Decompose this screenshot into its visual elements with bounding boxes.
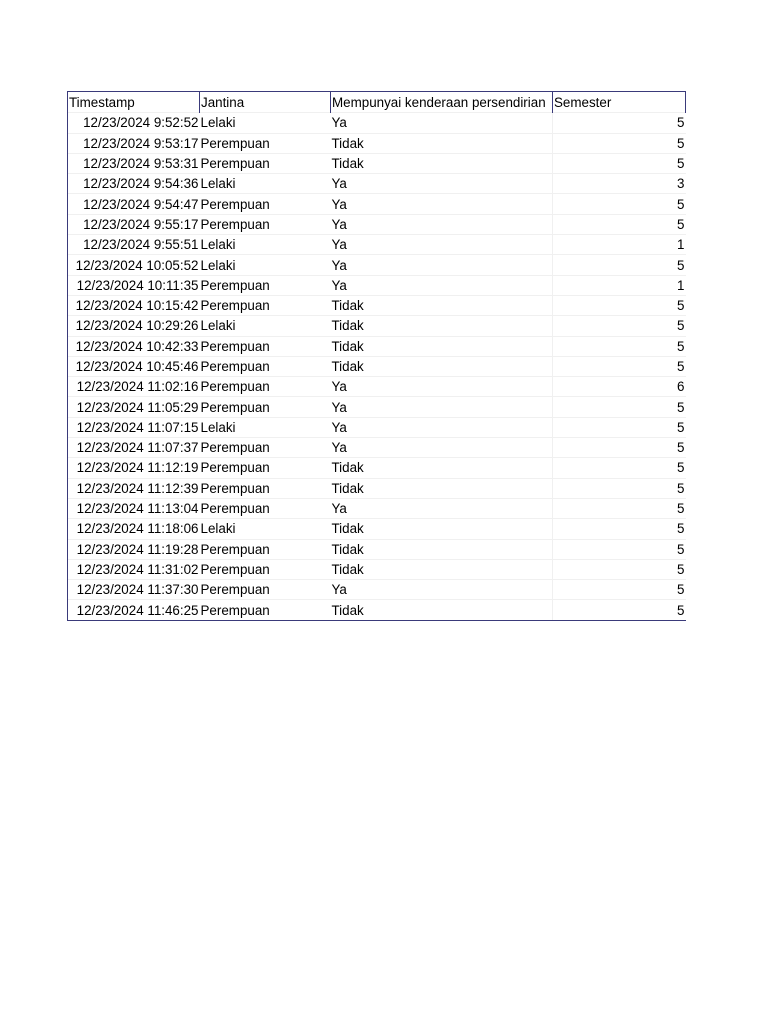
cell-jantina: Perempuan [200, 156, 270, 172]
cell-semester: 5 [677, 196, 685, 212]
table-row [68, 498, 686, 518]
cell-jantina: Perempuan [200, 277, 270, 293]
cell-timestamp: 12/23/2024 10:15:42 [68, 295, 200, 315]
table-body [68, 113, 686, 620]
table-row [68, 235, 686, 255]
header-jantina: Jantina [200, 92, 331, 113]
table-row [68, 519, 686, 539]
cell-timestamp: 12/23/2024 9:54:36 [68, 174, 200, 194]
cell-semester: 5 [677, 338, 685, 354]
cell-semester: 5 [677, 359, 685, 374]
table-row [68, 458, 686, 478]
cell-kenderaan: Ya [331, 580, 553, 600]
cell-semester: 5 [553, 600, 686, 620]
cell-semester: 5 [677, 419, 685, 435]
table-row [68, 438, 686, 458]
cell-semester: 1 [677, 277, 685, 293]
cell-jantina: Perempuan [200, 480, 270, 496]
cell-kenderaan: Ya [331, 438, 553, 458]
table-row [68, 417, 686, 437]
table-row [68, 295, 686, 315]
cell-timestamp: 12/23/2024 11:18:06 [68, 519, 200, 539]
cell-kenderaan: Ya [331, 377, 553, 397]
cell-kenderaan: Ya [331, 417, 553, 437]
table-row [68, 255, 686, 275]
cell-semester: 5 [677, 582, 685, 598]
cell-kenderaan: Tidak [331, 356, 553, 376]
cell-timestamp: 12/23/2024 11:46:25 [68, 600, 200, 620]
cell-timestamp: 12/23/2024 10:11:35 [68, 275, 200, 295]
table-row [68, 580, 686, 600]
cell-timestamp: 12/23/2024 11:13:04 [68, 498, 200, 518]
cell-timestamp: 12/23/2024 10:42:33 [68, 336, 200, 356]
cell-semester: 6 [677, 379, 685, 395]
cell-timestamp: 12/23/2024 11:12:39 [68, 478, 200, 498]
cell-jantina: Perempuan [200, 440, 270, 456]
cell-jantina: Perempuan [200, 541, 270, 557]
cell-timestamp: 12/23/2024 9:55:51 [68, 235, 200, 255]
cell-semester: 1 [677, 237, 685, 253]
table-header [68, 92, 686, 113]
cell-jantina: Perempuan [200, 298, 270, 314]
cell-kenderaan: Ya [331, 397, 553, 417]
cell-jantina: Perempuan [200, 338, 270, 354]
cell-semester: 5 [677, 298, 685, 314]
cell-kenderaan: Ya [331, 214, 553, 234]
header-kenderaan: Mempunyai kenderaan persendirian [331, 92, 553, 113]
cell-semester: 5 [677, 480, 685, 496]
table-row [68, 559, 686, 579]
cell-semester: 5 [677, 561, 685, 577]
table-row [68, 316, 686, 336]
cell-timestamp: 12/23/2024 11:19:28 [68, 539, 200, 559]
cell-timestamp: 12/23/2024 11:07:37 [68, 438, 200, 458]
table-row [68, 600, 686, 620]
cell-jantina: Perempuan [200, 379, 270, 395]
cell-kenderaan: Tidak [331, 295, 553, 315]
cell-timestamp: 12/23/2024 10:05:52 [68, 255, 200, 275]
cell-jantina: Lelaki [200, 115, 236, 131]
cell-kenderaan: Ya [331, 174, 553, 194]
cell-timestamp: 12/23/2024 11:02:16 [68, 377, 200, 397]
cell-kenderaan: Ya [331, 275, 553, 295]
cell-semester: 5 [677, 521, 685, 537]
cell-semester: 5 [677, 399, 685, 415]
table-row [68, 356, 686, 376]
header-row [68, 92, 686, 113]
cell-jantina: Lelaki [200, 521, 236, 537]
cell-timestamp: 12/23/2024 11:07:15 [68, 417, 200, 437]
cell-kenderaan: Tidak [331, 600, 553, 620]
cell-jantina: Lelaki [200, 237, 236, 253]
cell-semester: 5 [677, 541, 685, 557]
table-row [68, 539, 686, 559]
table-row [68, 275, 686, 295]
table-row [68, 133, 686, 153]
table-row [68, 478, 686, 498]
cell-kenderaan: Tidak [331, 539, 553, 559]
cell-kenderaan: Tidak [331, 336, 553, 356]
cell-jantina: Perempuan [200, 216, 270, 232]
cell-jantina: Perempuan [200, 561, 270, 577]
survey-responses-table [67, 91, 686, 621]
cell-kenderaan: Tidak [331, 316, 553, 336]
cell-semester: 5 [677, 156, 685, 172]
cell-jantina: Lelaki [200, 318, 236, 334]
cell-semester: 5 [677, 501, 685, 517]
cell-jantina: Perempuan [200, 196, 270, 212]
cell-kenderaan: Tidak [331, 478, 553, 498]
cell-kenderaan: Tidak [331, 458, 553, 478]
cell-kenderaan: Ya [331, 498, 553, 518]
cell-timestamp: 12/23/2024 9:55:17 [68, 214, 200, 234]
cell-semester: 5 [677, 318, 685, 334]
table-row [68, 214, 686, 234]
cell-timestamp: 12/23/2024 9:52:52 [68, 113, 200, 133]
cell-jantina: Perempuan [200, 460, 270, 476]
cell-timestamp: 12/23/2024 9:54:47 [68, 194, 200, 214]
cell-jantina: Perempuan [200, 135, 270, 151]
table-row [68, 153, 686, 173]
cell-timestamp: 12/23/2024 9:53:17 [68, 133, 200, 153]
cell-timestamp: 12/23/2024 10:29:26 [68, 316, 200, 336]
cell-semester: 5 [677, 135, 685, 151]
cell-kenderaan: Tidak [331, 133, 553, 153]
cell-timestamp: 12/23/2024 11:05:29 [68, 397, 200, 417]
cell-jantina: Perempuan [200, 501, 270, 517]
cell-semester: 5 [677, 440, 685, 456]
table-row [68, 336, 686, 356]
table-row [68, 194, 686, 214]
header-timestamp: Timestamp [68, 92, 200, 113]
cell-kenderaan: Tidak [331, 519, 553, 539]
cell-kenderaan: Ya [331, 255, 553, 275]
cell-semester: 5 [677, 216, 685, 232]
cell-kenderaan: Tidak [331, 559, 553, 579]
cell-semester: 5 [677, 257, 685, 273]
table-row [68, 174, 686, 194]
cell-kenderaan: Ya [331, 113, 553, 133]
cell-jantina: Perempuan [200, 399, 270, 415]
table-row [68, 113, 686, 133]
cell-jantina: Lelaki [200, 257, 236, 273]
table-row [68, 397, 686, 417]
cell-semester: 3 [677, 176, 685, 192]
cell-timestamp: 12/23/2024 11:31:02 [68, 559, 200, 579]
cell-semester: 5 [677, 115, 685, 131]
header-semester: Semester [553, 92, 686, 113]
cell-jantina: Perempuan [200, 582, 270, 598]
cell-jantina: Lelaki [200, 419, 236, 435]
cell-jantina: Perempuan [200, 600, 331, 620]
cell-jantina: Perempuan [200, 359, 270, 374]
cell-timestamp: 12/23/2024 10:45:46 [68, 356, 200, 376]
table-row [68, 377, 686, 397]
cell-kenderaan: Tidak [331, 153, 553, 173]
cell-jantina: Lelaki [200, 176, 236, 192]
cell-timestamp: 12/23/2024 9:53:31 [68, 153, 200, 173]
cell-kenderaan: Ya [331, 235, 553, 255]
cell-semester: 5 [677, 460, 685, 476]
cell-timestamp: 12/23/2024 11:37:30 [68, 580, 200, 600]
cell-kenderaan: Ya [331, 194, 553, 214]
cell-timestamp: 12/23/2024 11:12:19 [68, 458, 200, 478]
